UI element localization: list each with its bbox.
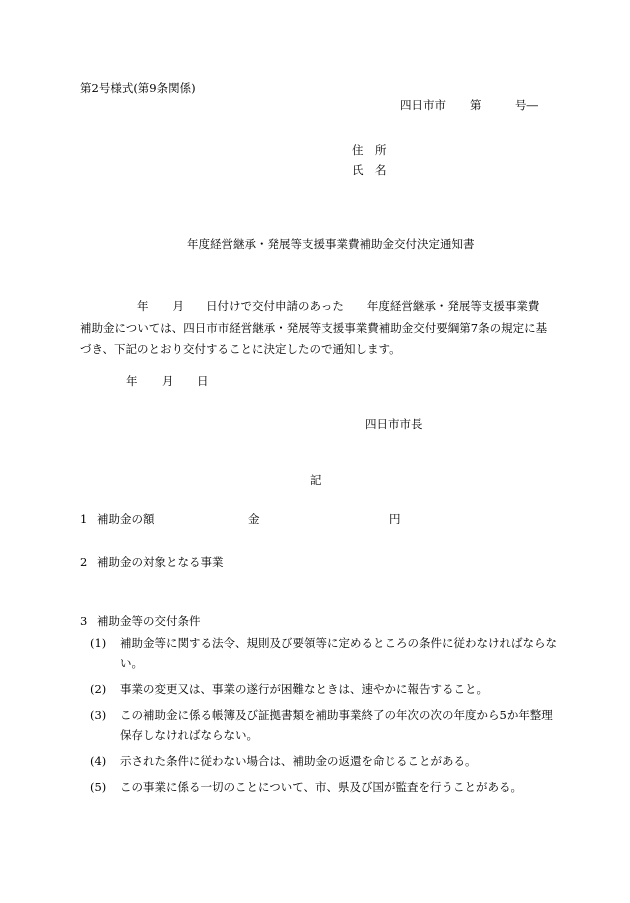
condition-item — [90, 751, 560, 771]
body-line-2: 補助金については、四日市市経営継承・発展等支援事業費補助金交付要綱第7条の規定に基 — [80, 320, 548, 335]
date-tsuki: 月 — [162, 374, 174, 388]
page-title: 年度経営継承・発展等支援事業費補助金交付決定通知書 — [187, 237, 475, 251]
body-nen: 年 — [137, 299, 149, 313]
mayor-signature: 四日市市長 — [365, 417, 423, 431]
date-nen: 年 — [126, 374, 138, 388]
ki-heading: 記 — [310, 473, 322, 487]
condition-num: (4) — [90, 754, 107, 768]
item-3-label: 補助金等の交付条件 — [97, 614, 201, 628]
body-line-3: づき、下記のとおり交付することに決定したので通知します。 — [80, 342, 401, 356]
name-label: 氏 名 — [352, 163, 387, 177]
condition-num: (5) — [90, 780, 107, 794]
condition-item — [90, 777, 560, 797]
condition-text: この補助金に係る帳簿及び証拠書類を補助事業終了の年次の次の年度から5か年整理保存しなければならない。 — [120, 708, 553, 742]
condition-num: (1) — [90, 636, 107, 650]
item-1-num: 1 — [80, 512, 88, 526]
date-hi: 日 — [197, 374, 209, 388]
condition-item — [90, 679, 560, 699]
doc-number-go: 号― — [515, 98, 538, 112]
conditions-list — [90, 633, 560, 803]
condition-text: この事業に係る一切のことについて、市、県及び国が監査を行うことがある。 — [120, 780, 523, 794]
item-1-en: 円 — [389, 512, 401, 526]
condition-item — [90, 633, 560, 673]
form-label: 第2号様式(第9条関係) — [80, 81, 196, 95]
body-tsuki: 月 — [172, 299, 184, 313]
address-label: 住 所 — [352, 143, 387, 157]
condition-text: 事業の変更又は、事業の遂行が困難なときは、速やかに報告すること。 — [120, 682, 488, 696]
item-1-label: 補助金の額 — [97, 512, 155, 526]
condition-item — [90, 705, 560, 745]
item-1-kin: 金 — [248, 512, 260, 526]
condition-text: 示された条件に従わない場合は、補助金の返還を命じることがある。 — [120, 754, 477, 768]
body-line-1-rest: 日付けで交付申請のあった 年度経営継承・発展等支援事業費 — [206, 299, 540, 313]
item-2-label: 補助金の対象となる事業 — [97, 555, 224, 569]
doc-number-dai: 第 — [470, 98, 482, 112]
condition-num: (2) — [90, 682, 107, 696]
item-3-num: 3 — [80, 614, 88, 628]
condition-text: 補助金等に関する法令、規則及び要領等に定めるところの条件に従わなければならない。 — [120, 636, 557, 670]
condition-num: (3) — [90, 708, 107, 722]
body-paragraph — [80, 296, 555, 361]
body-line-1 — [80, 296, 555, 318]
item-2-num: 2 — [80, 555, 88, 569]
doc-number-issuer: 四日市市 — [400, 98, 446, 112]
